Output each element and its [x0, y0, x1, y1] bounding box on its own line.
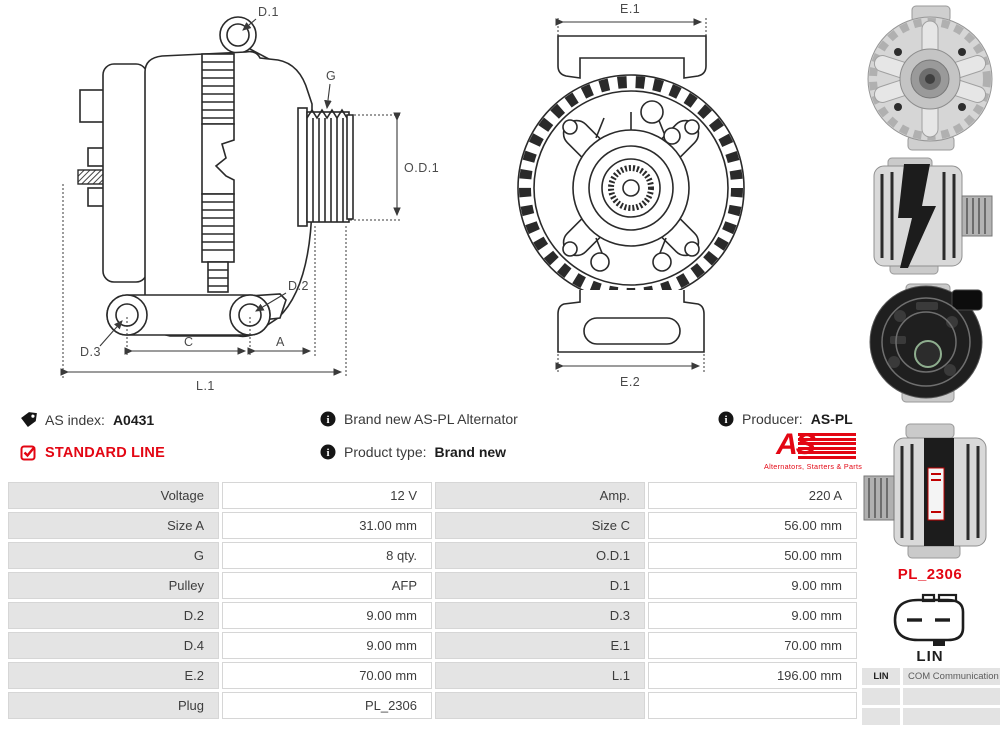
- spec-value: 31.00 mm: [222, 512, 432, 539]
- dim-label-d3: D.3: [80, 345, 101, 359]
- spec-value: AFP: [222, 572, 432, 599]
- spec-label: E.2: [8, 662, 219, 689]
- spec-value: 9.00 mm: [648, 602, 857, 629]
- checkbox-checked-icon: [20, 444, 37, 461]
- spec-value: PL_2306: [222, 692, 432, 719]
- spec-label: O.D.1: [435, 542, 645, 569]
- standard-line-row: [20, 444, 165, 461]
- svg-text:i: i: [326, 447, 330, 459]
- spec-label: Size C: [435, 512, 645, 539]
- svg-text:i: i: [724, 414, 728, 426]
- spec-label: Plug: [8, 692, 219, 719]
- spec-value: 12 V: [222, 482, 432, 509]
- spec-value: 9.00 mm: [222, 602, 432, 629]
- dim-label-g: G: [326, 69, 337, 83]
- brand-text: Brand new AS-PL Alternator: [344, 411, 518, 427]
- dim-label-d1: D.1: [258, 5, 279, 19]
- spec-label: E.1: [435, 632, 645, 659]
- front-view-technical-drawing: [500, 0, 762, 392]
- communication-table: [862, 668, 1000, 725]
- dim-label-d2: D.2: [288, 279, 309, 293]
- as-pl-logo: [764, 428, 863, 471]
- plug-type-label: LIN: [916, 648, 944, 665]
- product-photo-side-pulley-left: [858, 420, 1000, 562]
- spec-label: Pulley: [8, 572, 219, 599]
- spec-value: 9.00 mm: [222, 632, 432, 659]
- spec-value: 70.00 mm: [222, 662, 432, 689]
- product-photo-front: [862, 4, 998, 152]
- product-photo-rear: [860, 282, 998, 404]
- plug-connector-icon: [888, 592, 972, 650]
- producer-value: AS-PL: [810, 411, 853, 427]
- producer-label: Producer:: [742, 411, 803, 427]
- dim-label-l1: L.1: [196, 379, 215, 393]
- spec-label: D.2: [8, 602, 219, 629]
- comm-value-empty: [903, 708, 1000, 725]
- dim-label-e1: E.1: [620, 2, 641, 16]
- comm-key-empty: [862, 688, 900, 705]
- spec-value: 9.00 mm: [648, 572, 857, 599]
- spec-label: Size A: [8, 512, 219, 539]
- info-icon: [718, 411, 734, 427]
- info-icon: [320, 411, 336, 427]
- spec-value: [648, 692, 857, 719]
- product-type-label: Product type:: [344, 444, 427, 460]
- spec-table: [8, 482, 856, 719]
- spec-value: 70.00 mm: [648, 632, 857, 659]
- spec-value: 56.00 mm: [648, 512, 857, 539]
- spec-label: D.1: [435, 572, 645, 599]
- side-view-technical-drawing: [50, 0, 450, 398]
- svg-text:i: i: [326, 414, 330, 426]
- as-index-label: AS index:: [45, 411, 105, 428]
- spec-value: 220 A: [648, 482, 857, 509]
- standard-line-label: STANDARD LINE: [45, 444, 165, 461]
- dim-label-od1: O.D.1: [404, 161, 440, 175]
- tag-icon: [20, 411, 37, 428]
- spec-label: D.3: [435, 602, 645, 629]
- spec-value: 50.00 mm: [648, 542, 857, 569]
- spec-label: G: [8, 542, 219, 569]
- info-icon: [320, 444, 336, 460]
- comm-value-empty: [903, 688, 1000, 705]
- spec-label: Amp.: [435, 482, 645, 509]
- spec-label: Voltage: [8, 482, 219, 509]
- product-photo-side-pulley-right: [860, 156, 1000, 276]
- as-index-row: [20, 411, 154, 428]
- comm-key-empty: [862, 708, 900, 725]
- plug-code: PL_2306: [897, 566, 963, 583]
- spec-label: D.4: [8, 632, 219, 659]
- as-pl-logo-tagline: Alternators, Starters & Parts: [764, 462, 863, 471]
- dim-label-a: A: [276, 335, 285, 349]
- spec-value: 8 qty.: [222, 542, 432, 569]
- product-type-value: Brand new: [434, 444, 507, 460]
- brand-row: [320, 411, 518, 427]
- as-index-value: A0431: [112, 411, 155, 428]
- comm-value: COM Communication: [903, 668, 1000, 685]
- comm-key: LIN: [862, 668, 900, 685]
- product-type-row: [320, 444, 506, 460]
- spec-value: 196.00 mm: [648, 662, 857, 689]
- spec-label: [435, 692, 645, 719]
- dim-label-e2: E.2: [620, 375, 641, 389]
- spec-label: L.1: [435, 662, 645, 689]
- producer-row: [718, 411, 853, 427]
- as-pl-logo-text: AS: [776, 428, 814, 461]
- dim-label-c: C: [184, 335, 194, 349]
